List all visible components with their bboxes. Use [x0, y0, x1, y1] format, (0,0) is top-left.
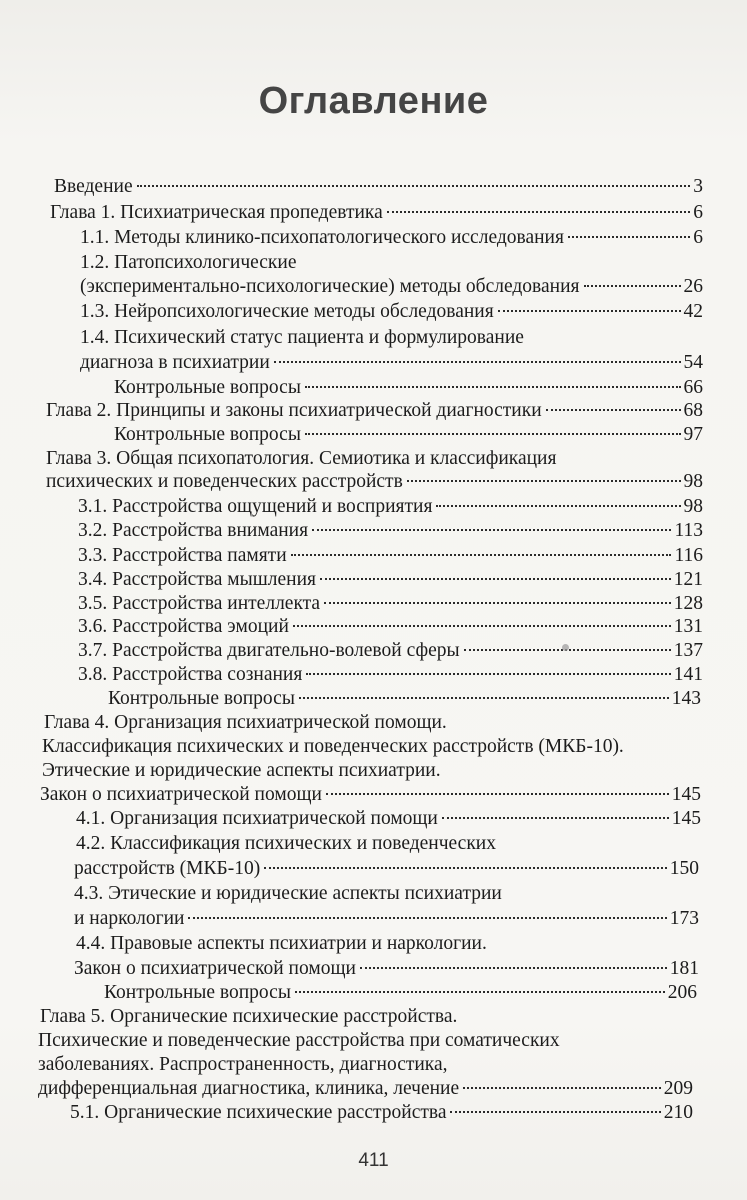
toc-entry: 3.7. Расстройства двигательно-волевой сферы 137 — [78, 640, 703, 661]
toc-entry: 3.4. Расстройства мышления 121 — [78, 569, 703, 590]
toc-entry: 4.1. Организация психиатрической помощи 145 — [76, 808, 701, 829]
toc-entry: 5.1. Органические психические расстройства 210 — [70, 1102, 693, 1123]
toc-entry: 1.1. Методы клинико-психопатологического исследования 6 — [80, 227, 703, 248]
page-title: Оглавление — [258, 80, 489, 122]
toc-entry: 3.5. Расстройства интеллекта 128 — [78, 593, 703, 614]
toc-entry: Введение 3 — [54, 176, 703, 197]
toc-entry: 3.1. Расстройства ощущений и восприятия 98 — [78, 496, 703, 517]
toc-entry: 1.2. Патопсихологические — [80, 252, 297, 273]
toc-entry: заболеваниях. Распространенность, диагностика, — [38, 1054, 448, 1075]
toc-entry: Этические и юридические аспекты психиатрии. — [42, 760, 441, 781]
toc-entry: 4.4. Правовые аспекты психиатрии и наркологии. — [76, 933, 487, 954]
toc-entry: Закон о психиатрической помощи 145 — [40, 784, 701, 805]
toc-entry: расстройств (МКБ-10) 150 — [74, 858, 699, 879]
toc-entry: Глава 4. Организация психиатрической помощи. — [44, 712, 447, 733]
toc-entry: 4.3. Этические и юридические аспекты психиатрии — [74, 883, 502, 904]
toc-entry: Глава 5. Органические психические расстройства. — [40, 1006, 458, 1027]
page-number: 411 — [358, 1150, 389, 1171]
toc-entry: 3.6. Расстройства эмоций 131 — [78, 616, 703, 637]
toc-entry: Контрольные вопросы 97 — [114, 424, 703, 445]
toc-entry: 4.2. Классификация психических и поведенческих — [76, 833, 496, 854]
toc-entry: Глава 1. Психиатрическая пропедевтика 6 — [50, 202, 703, 223]
toc-entry: Контрольные вопросы 206 — [104, 982, 697, 1003]
toc-entry: Глава 2. Принципы и законы психиатрической диагностики 68 — [46, 400, 703, 421]
toc-entry: Классификация психических и поведенческих расстройств (МКБ-10). — [42, 736, 624, 757]
toc-entry: Контрольные вопросы 66 — [114, 377, 703, 398]
paper-speck — [562, 644, 569, 651]
toc-entry: дифференциальная диагностика, клиника, лечение 209 — [38, 1078, 693, 1099]
toc-entry: 1.3. Нейропсихологические методы обследования 42 — [80, 301, 703, 322]
toc-entry: Психические и поведенческие расстройства при соматических — [38, 1030, 560, 1051]
toc-entry: Контрольные вопросы 143 — [108, 688, 701, 709]
toc-entry: Закон о психиатрической помощи 181 — [74, 958, 699, 979]
toc-entry: 1.4. Психический статус пациента и формулирование — [80, 327, 524, 348]
toc-entry: диагноза в психиатрии 54 — [80, 352, 703, 373]
toc-entry: 3.2. Расстройства внимания 113 — [78, 520, 703, 541]
toc-entry: и наркологии 173 — [74, 908, 699, 929]
toc-entry: психических и поведенческих расстройств 98 — [46, 471, 703, 492]
toc-entry: 3.8. Расстройства сознания 141 — [78, 664, 703, 685]
toc-entry: Глава 3. Общая психопатология. Семиотика и классификация — [46, 448, 557, 469]
toc-entry: 3.3. Расстройства памяти 116 — [78, 545, 703, 566]
toc-entry: (экспериментально-психологические) методы обследования 26 — [80, 276, 703, 297]
